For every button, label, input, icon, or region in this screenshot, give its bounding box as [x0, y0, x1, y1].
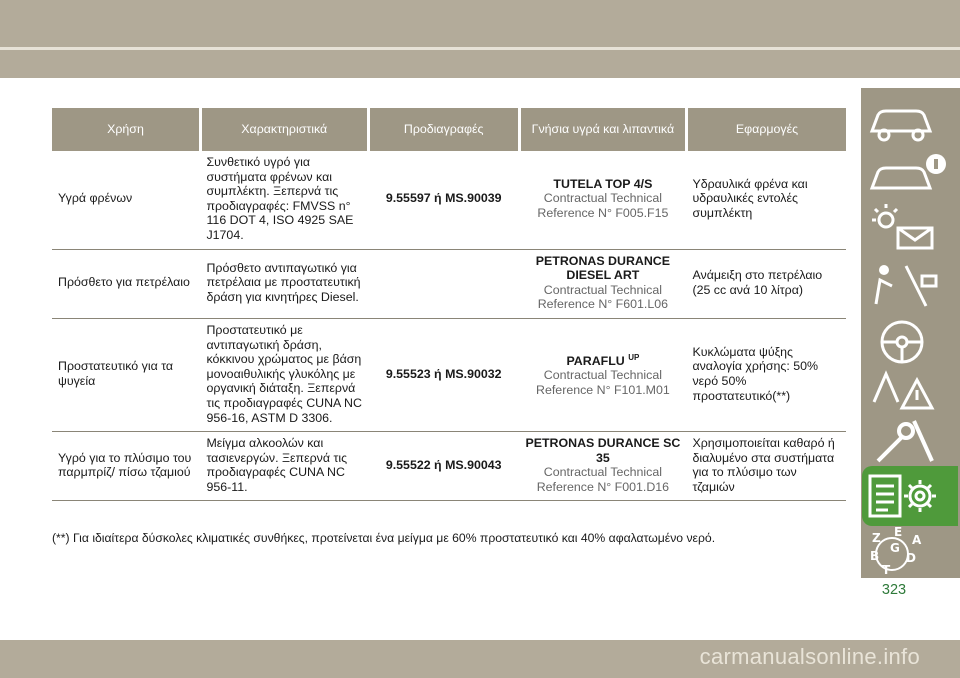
- tab-tools[interactable]: [862, 411, 958, 471]
- footnote: (**) Για ιδιαίτερα δύσκολες κλιματικές συνθήκες, προτείνεται ένα μείγμα με 60% προστατευτικό και 40% αφαλατωμένο νερό.: [52, 531, 716, 545]
- cell-spec: 9.55523 ή MS.90032: [368, 318, 519, 431]
- table-row: [52, 432, 846, 501]
- table-row: [52, 249, 846, 318]
- cell-spec: [368, 249, 519, 318]
- page-number: 323: [881, 582, 907, 598]
- table-row: [52, 318, 846, 431]
- svg-text:B: B: [870, 549, 880, 563]
- header-specifications: Προδιαγραφές: [368, 108, 519, 151]
- top-stripe: [0, 47, 960, 50]
- cell-characteristics: Πρόσθετο αντιπαγωτικό για πετρέλαια με προστατευτική δράση για κινητήρες Diesel.: [200, 249, 368, 318]
- cell-product: [519, 249, 686, 318]
- index-icon: [862, 522, 958, 582]
- cell-usage: Υγρό για το πλύσιμο του παρμπρίζ/ πίσω τζαμιού: [52, 432, 200, 501]
- product-name: PETRONAS DURANCE DIESEL ART: [535, 253, 671, 283]
- product-name: PARAFLU: [566, 353, 625, 368]
- watermark-text: carmanualsonline.info: [699, 644, 920, 669]
- product-ref: Contractual Technical Reference N° F601.L06: [537, 282, 669, 312]
- tab-car[interactable]: [862, 91, 958, 151]
- cell-usage: Προστατευτικό για τα ψυγεία: [52, 318, 200, 431]
- cell-spec: 9.55522 ή MS.90043: [368, 432, 519, 501]
- cell-characteristics: Συνθετικό υγρό για συστήματα φρένων και συμπλέκτη. Ξεπερνά τις προδιαγραφές: FMVSS n° 116 DOT 4, ISO 4925 SAE J1704.: [200, 151, 368, 249]
- product-ref: Contractual Technical Reference N° F001.D16: [536, 465, 670, 494]
- product-superscript: UP: [628, 352, 640, 362]
- product-ref: Contractual Technical Reference N° F101.M01: [536, 368, 670, 397]
- cell-product: [519, 318, 686, 431]
- tab-index[interactable]: [862, 522, 958, 582]
- cell-application: Ανάμειξη στο πετρέλαιο (25 cc ανά 10 λίτρα): [686, 249, 846, 318]
- header-characteristics: Χαρακτηριστικά: [200, 108, 368, 151]
- cell-spec: 9.55597 ή MS.90039: [368, 151, 519, 249]
- cell-usage: Υγρά φρένων: [52, 151, 200, 249]
- svg-text:Z: Z: [872, 531, 881, 545]
- product-name: PETRONAS DURANCE SC 35: [525, 436, 681, 465]
- cell-characteristics: Μείγμα αλκοολών και τασιενεργών. Ξεπερνά τις προδιαγραφές CUNA NC 956-11.: [200, 432, 368, 501]
- car-info-icon: [862, 146, 958, 206]
- tab-technical-data[interactable]: [862, 466, 958, 526]
- tab-road-warning[interactable]: [862, 358, 958, 418]
- cell-usage: Πρόσθετο για πετρέλαιο: [52, 249, 200, 318]
- svg-text:D: D: [906, 551, 916, 565]
- header-genuine-fluids: Γνήσια υγρά και λιπαντικά: [519, 108, 686, 151]
- tab-warning-lights[interactable]: [862, 198, 958, 258]
- svg-text:G: G: [890, 541, 900, 555]
- product-name-wrap: [525, 351, 680, 369]
- tab-safety[interactable]: [862, 256, 958, 316]
- tab-car-info[interactable]: [862, 146, 958, 206]
- svg-text:E: E: [894, 525, 903, 539]
- svg-text:T: T: [882, 563, 891, 577]
- top-band: [0, 0, 960, 78]
- cell-product: [519, 151, 686, 249]
- product-name: TUTELA TOP 4/S: [553, 176, 653, 191]
- fluids-table: [52, 108, 846, 501]
- header-applications: Εφαρμογές: [686, 108, 846, 151]
- cell-application: Κυκλώματα ψύξης αναλογία χρήσης: 50% νερό 50% προστατευτικό(**): [686, 318, 846, 431]
- technical-data-icon: [862, 466, 958, 526]
- header-usage: Χρήση: [52, 108, 200, 151]
- cell-product: [519, 432, 686, 501]
- cell-application: Χρησιμοποιείται καθαρό ή διαλυμένο στα συστήματα για το πλύσιμο των τζαμιών: [686, 432, 846, 501]
- tools-icon: [862, 411, 958, 471]
- watermark-band: [0, 640, 960, 678]
- cell-characteristics: Προστατευτικό με αντιπαγωτική δράση, κόκκινου χρώματος με βάση μονοαιθυλικής γλυκόλης με οργανική διάταξη. Ξεπερνά τις προδιαγραφές CUNA NC 956-16, ASTM D 3306.: [200, 318, 368, 431]
- cell-application: Υδραυλικά φρένα και υδραυλικές εντολές συμπλέκτη: [686, 151, 846, 249]
- car-icon: [862, 91, 958, 151]
- safety-icon: [862, 256, 958, 316]
- product-ref: Contractual Technical Reference N° F005.F15: [537, 191, 669, 221]
- warning-light-icon: [862, 198, 958, 258]
- svg-text:A: A: [912, 533, 922, 547]
- road-warning-icon: [862, 358, 958, 418]
- table-row: [52, 151, 846, 249]
- table-header-row: [52, 108, 846, 151]
